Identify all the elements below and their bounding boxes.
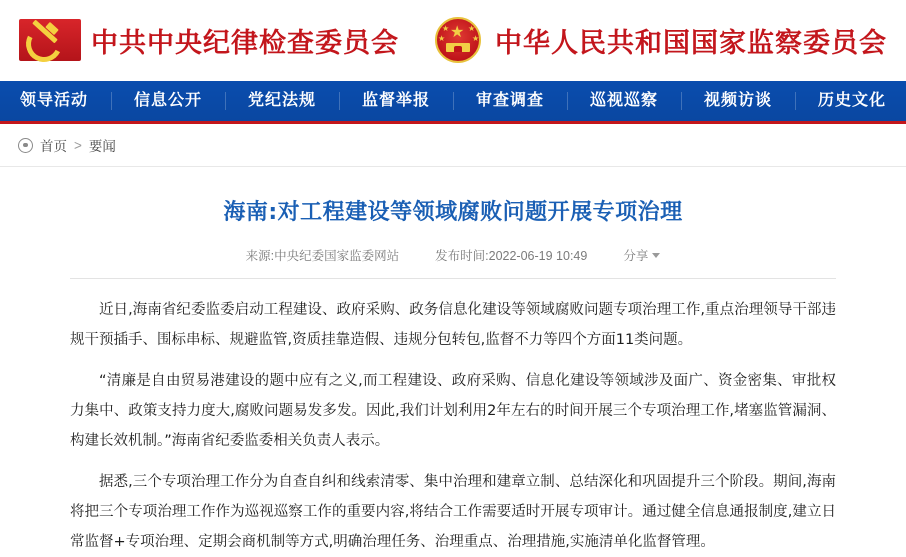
article-paragraph: 近日,海南省纪委监委启动工程建设、政府采购、政务信息化建设等领域腐败问题专项治理工作,重点治理领导干部违规干预插手、围标串标、规避监管,资质挂靠造假、违规分包转包,监督不力等四个方面11类问题。 (70, 302, 836, 348)
article-meta (70, 246, 836, 264)
brand-right[interactable] (433, 16, 887, 64)
article-body (70, 295, 836, 557)
nav-item-party-regulations[interactable]: 党纪法规 (225, 81, 339, 121)
brand-left[interactable] (19, 17, 399, 63)
nav-item-history-culture[interactable]: 历史文化 (795, 81, 906, 121)
article-publish-value: 2022-06-19 10:49 (488, 249, 588, 263)
meta-divider (70, 278, 836, 279)
article-source-value: 中央纪委国家监委网站 (274, 249, 400, 263)
nav-item-inspection-tours[interactable]: 巡视巡察 (567, 81, 681, 121)
breadcrumb-separator: > (74, 137, 82, 153)
main-navigation (0, 81, 906, 121)
share-label: 分享 (623, 249, 649, 263)
nav-item-supervision-reporting[interactable]: 监督举报 (339, 81, 453, 121)
article-source-label: 来源: (245, 249, 275, 263)
site-header (0, 0, 906, 81)
article-source (246, 246, 400, 264)
chevron-down-icon (652, 253, 660, 258)
article-paragraph: “清廉是自由贸易港建设的题中应有之义,而工程建设、政府采购、信息化建设等领域涉及面广、资金密集、审批权力集中、政策支持力度大,腐败问题易发多发。因此,我们计划利用2年左右的时间开展三个专项治理工作,堵塞监管漏洞、构建长效机制。”海南省纪委监委相关负责人表示。 (70, 373, 836, 449)
nav-item-leader-activities[interactable]: 领导活动 (19, 92, 88, 109)
nav-item-video-interviews[interactable]: 视频访谈 (681, 81, 795, 121)
breadcrumb-home[interactable]: 首页 (40, 139, 67, 154)
brand-left-title: 中共中央纪律检查委员会 (91, 27, 399, 59)
breadcrumb (0, 124, 906, 167)
breadcrumb-current[interactable]: 要闻 (88, 139, 116, 154)
article-paragraph: 据悉,三个专项治理工作分为自查自纠和线索清零、集中治理和建章立制、总结深化和巩固提升三个阶段。期间,海南将把三个专项治理工作作为巡视巡察工作的重要内容,将结合工作需要适时开展专项审计。通过健全信息通报制度,建立日常监督+专项治理、定期会商机制等方式,明确治理任务、治理重点、治理措施,实施清单化监督管理。 (70, 474, 836, 550)
location-pin-icon (18, 138, 33, 153)
nav-item-information-disclosure[interactable]: 信息公开 (111, 81, 225, 121)
nav-item-review-investigation[interactable]: 审查调查 (453, 81, 567, 121)
article-container (0, 195, 906, 557)
party-emblem-icon (19, 17, 81, 63)
article-publish-label: 发布时间: (435, 249, 489, 263)
article-title: 海南:对工程建设等领域腐败问题开展专项治理 (223, 200, 683, 225)
article-publish-time (435, 246, 587, 264)
national-emblem-icon: ★ ★ ★ ★ ★ (433, 16, 485, 64)
brand-right-title: 中华人民共和国国家监察委员会 (495, 27, 887, 59)
share-dropdown[interactable] (623, 246, 660, 264)
